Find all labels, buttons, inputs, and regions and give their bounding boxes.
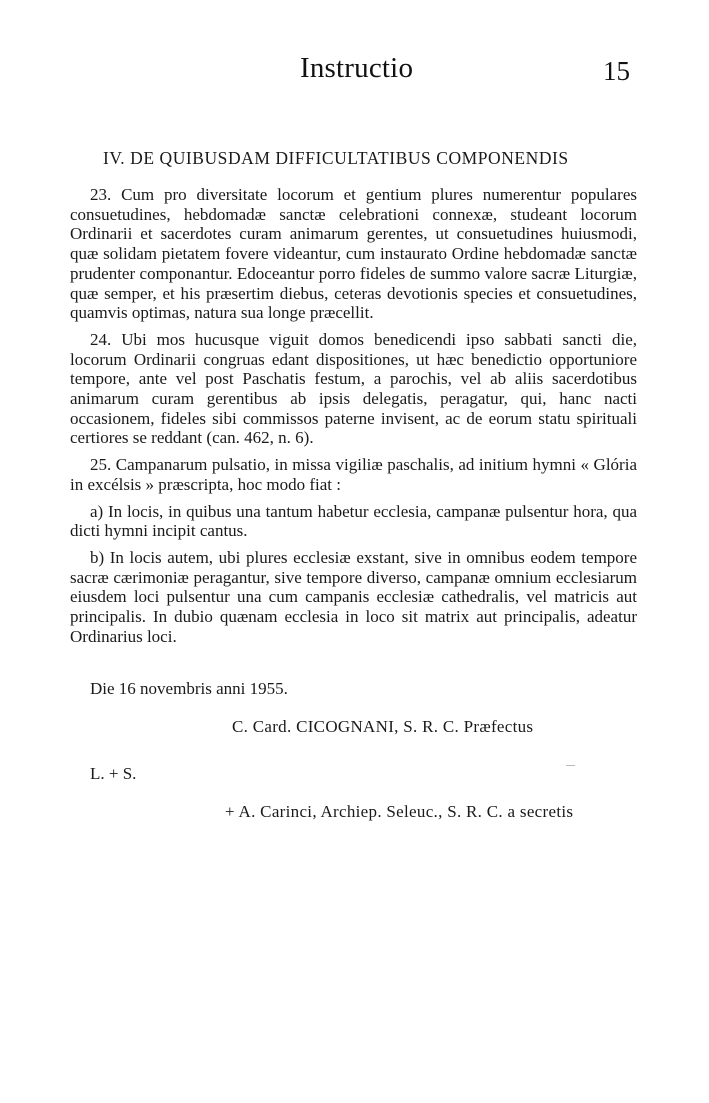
secretary-signature: + A. Carinci, Archiep. Seleuc., S. R. C. a secretis: [225, 802, 574, 821]
paragraph-24: 24. Ubi mos hucusque viguit domos benedicendi ipso sabbati sancti die, locorum Ordinarii congruas edant dispositiones, ut hæc benedictio opportuniore tempore, ante vel post Paschatis festum, a parochis, vel ab aliis sacerdotibus animarum curam gerentibus ab ipsis delegatis, peragatur, qui, hanc nacti occasionem, fideles sibi commissos paterne invisent, ac de eorum statu spirituali certiores se reddant (can. 462, n. 6).: [70, 329, 637, 448]
paragraph-25b: b) In locis autem, ubi plures ecclesiæ exstant, sive in omnibus eodem tempore sacræ cærimoniæ peragantur, sive tempore diverso, campanæ omnium ecclesiarum eiusdem loci pulsentur una cum campanis ecclesiæ cathedralis, vel matricis aut principalis. In dubio quænam ecclesia in loco sit matrix aut principalis, adeatur Ordinarius loci.: [70, 547, 637, 646]
paragraph-25: 25. Campanarum pulsatio, in missa vigiliæ paschalis, ad initium hymni « Glória in excélsis » præscripta, hoc modo fiat :: [70, 455, 637, 494]
seal-mark: L. + S.: [90, 764, 137, 783]
page-number: 15: [603, 56, 630, 86]
body-text: [70, 185, 637, 646]
prefect-signature: C. Card. CICOGNANI, S. R. C. Præfectus: [232, 717, 534, 736]
print-speck: [566, 765, 575, 766]
section-heading: IV. DE QUIBUSDAM DIFFICULTATIBUS COMPONENDIS: [103, 148, 569, 168]
date-line: Die 16 novembris anni 1955.: [90, 679, 288, 698]
paragraph-25a: a) In locis, in quibus una tantum habetur ecclesia, campanæ pulsentur hora, qua dicti hymni incipit cantus.: [70, 501, 637, 541]
running-title: Instructio: [300, 52, 414, 84]
paragraph-23: 23. Cum pro diversitate locorum et gentium plures numerentur populares consuetudines, hebdomadæ sanctæ celebrationi connexæ, studeant locorum Ordinarii et sacerdotes curam animarum gerentes, ut consuetudines huiusmodi, quæ solidam pietatem fovere videantur, cum instaurato Ordine hebdomadæ sanctæ prudenter componantur. Edoceantur porro fideles de summo valore sacræ Liturgiæ, quæ semper, et his præsertim diebus, ceteras devotionis species et consuetudines, quamvis optimas, natura sua longe præcellit.: [70, 185, 637, 323]
